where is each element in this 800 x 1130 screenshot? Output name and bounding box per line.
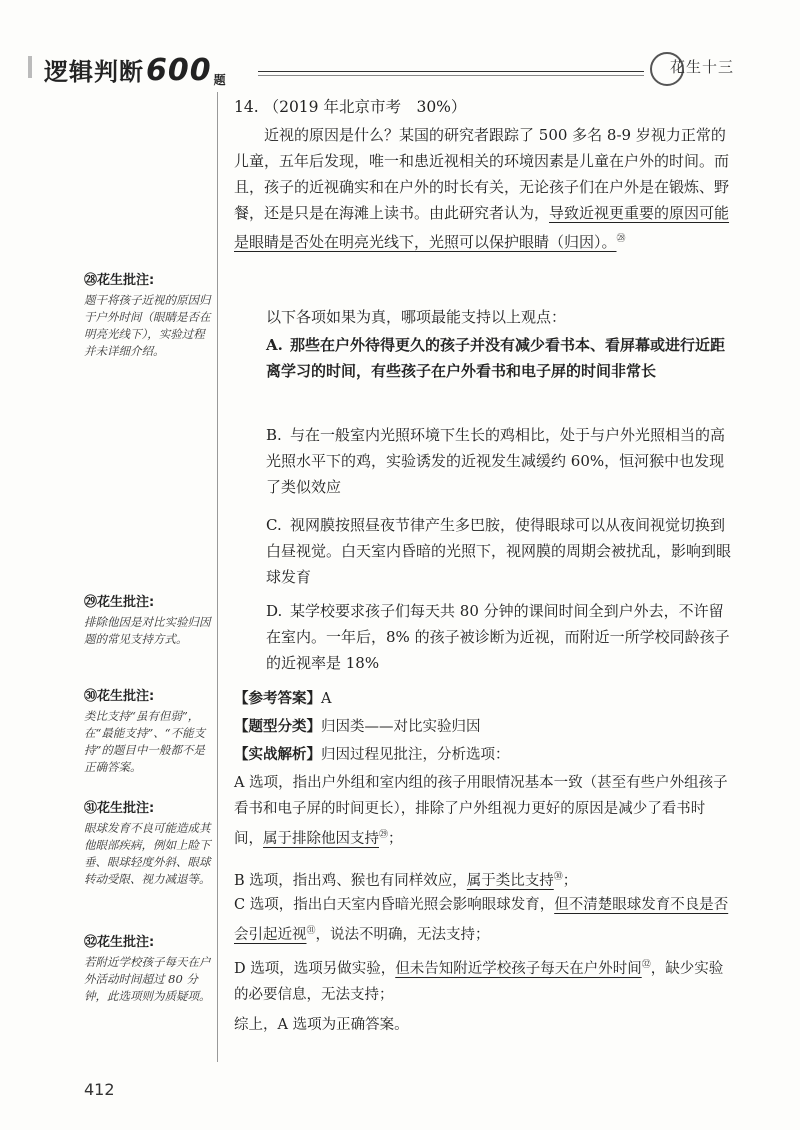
analysis-option-a	[234, 770, 734, 852]
answer-ref	[234, 686, 734, 712]
margin-note-28	[84, 272, 212, 360]
margin-note-body: 题干将孩子近视的原因归于户外时间（眼睛是否在明亮光线下），实验过程并未详细介绍。	[84, 293, 211, 358]
analysis-c-end: ，说法不明确，无法支持；	[315, 926, 490, 943]
book-title-suffix: 题	[213, 73, 227, 87]
analysis-a-underlined: 属于排除他因支持	[263, 830, 379, 847]
margin-divider	[217, 92, 218, 1062]
option-d-label: D.	[266, 602, 283, 620]
stem-text: 近视的原因是什么？某国的研究者跟踪了 500 多名 8-9 岁视力正常的儿童，五年后发现，唯一和患近视相关的环境因素是儿童在户外的时间。而且，孩子的近视确实和在户外的时长有关，无论孩子们在户外是在锻炼、野餐，还是只是在海滩上读书。由此研究者认为，	[234, 126, 730, 222]
analysis-b-text: B 选项，指出鸡、猴也有同样效应，	[234, 872, 467, 889]
answer-type	[234, 714, 734, 740]
question-heading: 14. （2019 年北京市考 30%）	[234, 98, 467, 116]
margin-note-title: ㉚花生批注:	[84, 689, 155, 704]
option-b-text: 与在一般室内光照环境下生长的鸡相比，处于与户外光照相当的高光照水平下的鸡，实验诱发的近视发生减缓约 60%，恒河猴中也发现了类似效应	[266, 426, 726, 496]
margin-note-31	[84, 800, 212, 888]
margin-note-title: ㉛花生批注:	[84, 801, 155, 816]
option-d-text: 某学校要求孩子们每天共 80 分钟的课间时间全到户外去，不许留在室内。一年后，8% 的孩子被诊断为近视，而附近一所学校同龄孩子的近视率是 18%	[266, 602, 730, 672]
book-title-text: 逻辑判断	[44, 58, 144, 86]
analysis-b-end: ；	[562, 872, 578, 889]
answer-ref-value: A	[321, 691, 332, 707]
header-left-bar	[28, 56, 32, 78]
margin-note-title: ㉜花生批注:	[84, 935, 155, 950]
analysis-d-mark: ㉜	[641, 960, 651, 970]
analysis-c-mark: ㉛	[306, 926, 316, 936]
analysis-d-end: ，缺少实验的必要信息，无法支持；	[234, 960, 724, 1003]
option-c-text: 视网膜按照昼夜节律产生多巴胺，使得眼球可以从夜间视觉切换到白昼视觉。白天室内昏暗的光照下，视网膜的周期会被扰乱，影响到眼球发育	[266, 516, 732, 586]
margin-note-title: ㉙花生批注:	[84, 595, 155, 610]
analysis-a-end: ；	[388, 830, 403, 847]
book-title-number: 600	[146, 53, 212, 88]
header-rule-thin	[258, 75, 644, 76]
margin-note-body: 类比支持“虽有但弱”，在“最能支持”、“不能支持”的题目中一般都不是正确答案。	[84, 709, 206, 774]
option-d	[266, 598, 732, 676]
analysis-option-d	[234, 952, 734, 1008]
analysis-b-underlined: 属于类比支持	[466, 872, 554, 889]
answer-analysis-label: 【实战解析】	[234, 747, 321, 763]
option-c	[266, 512, 732, 590]
brand-logo	[650, 52, 742, 80]
analysis-d-text: D 选项，选项另做实验，	[234, 960, 396, 977]
question-prompt: 以下各项如果为真，哪项最能支持以上观点：	[266, 308, 567, 326]
margin-note-29	[84, 594, 212, 648]
stem-underlined: 导致近视更重要的原因可能是眼睛是否处在明亮光线下，光照可以保护眼睛（归因）。	[234, 204, 730, 251]
brand-name: 花生十三	[670, 58, 735, 76]
answer-type-label: 【题型分类】	[234, 719, 321, 735]
analysis-d-underlined: 但未告知附近学校孩子每天在户外时间	[395, 960, 642, 977]
answer-analysis-value: 归因过程见批注，分析选项：	[321, 747, 510, 763]
analysis-conclusion: 综上，A 选项为正确答案。	[234, 1017, 409, 1033]
header-rule	[258, 71, 644, 72]
analysis-c-text: C 选项，指出白天室内昏暗光照会影响眼球发育，	[234, 897, 555, 913]
question-stem	[234, 122, 734, 255]
option-b	[266, 422, 732, 500]
option-a	[266, 332, 732, 384]
option-b-label: B.	[266, 426, 282, 444]
book-title	[44, 52, 227, 88]
analysis-a-mark: ㉙	[379, 830, 389, 840]
option-c-label: C.	[266, 516, 282, 534]
analysis-a-text: A 选项，指出户外组和室内组的孩子用眼情况基本一致（甚至有些户外组孩子看书和电子屏的时间更长），排除了户外组视力更好的原因是减少了看书时间，	[234, 775, 728, 847]
answer-type-value: 归因类——对比实验归因	[321, 719, 481, 735]
analysis-option-b	[234, 864, 734, 894]
option-a-text: 那些在户外待得更久的孩子并没有减少看书本、看屏幕或进行近距离学习的时间，有些孩子在户外看书和电子屏的时间非常长	[266, 336, 726, 380]
page-number: 412	[84, 1080, 115, 1099]
option-a-label: A.	[266, 336, 283, 354]
answer-ref-label: 【参考答案】	[234, 691, 321, 707]
answer-analysis	[234, 742, 734, 768]
analysis-b-mark: ㉚	[553, 872, 563, 882]
stem-note-mark: ㉘	[616, 234, 626, 244]
margin-note-32	[84, 934, 212, 1005]
margin-note-30	[84, 688, 212, 776]
margin-note-body: 排除他因是对比实验归因题的常见支持方式。	[84, 615, 211, 646]
margin-note-body: 若附近学校孩子每天在户外活动时间超过 80 分钟，此选项则为质疑项。	[84, 955, 211, 1003]
analysis-option-c	[234, 892, 734, 948]
margin-note-body: 眼球发育不良可能造成其他眼部疾病，例如上睑下垂、眼球轻度外斜、眼球转动受限、视力减退等。	[84, 821, 211, 886]
margin-note-title: ㉘花生批注:	[84, 273, 155, 288]
analysis-c-underlined: 但不清楚眼球发育不良是否会引起近视	[234, 897, 729, 943]
